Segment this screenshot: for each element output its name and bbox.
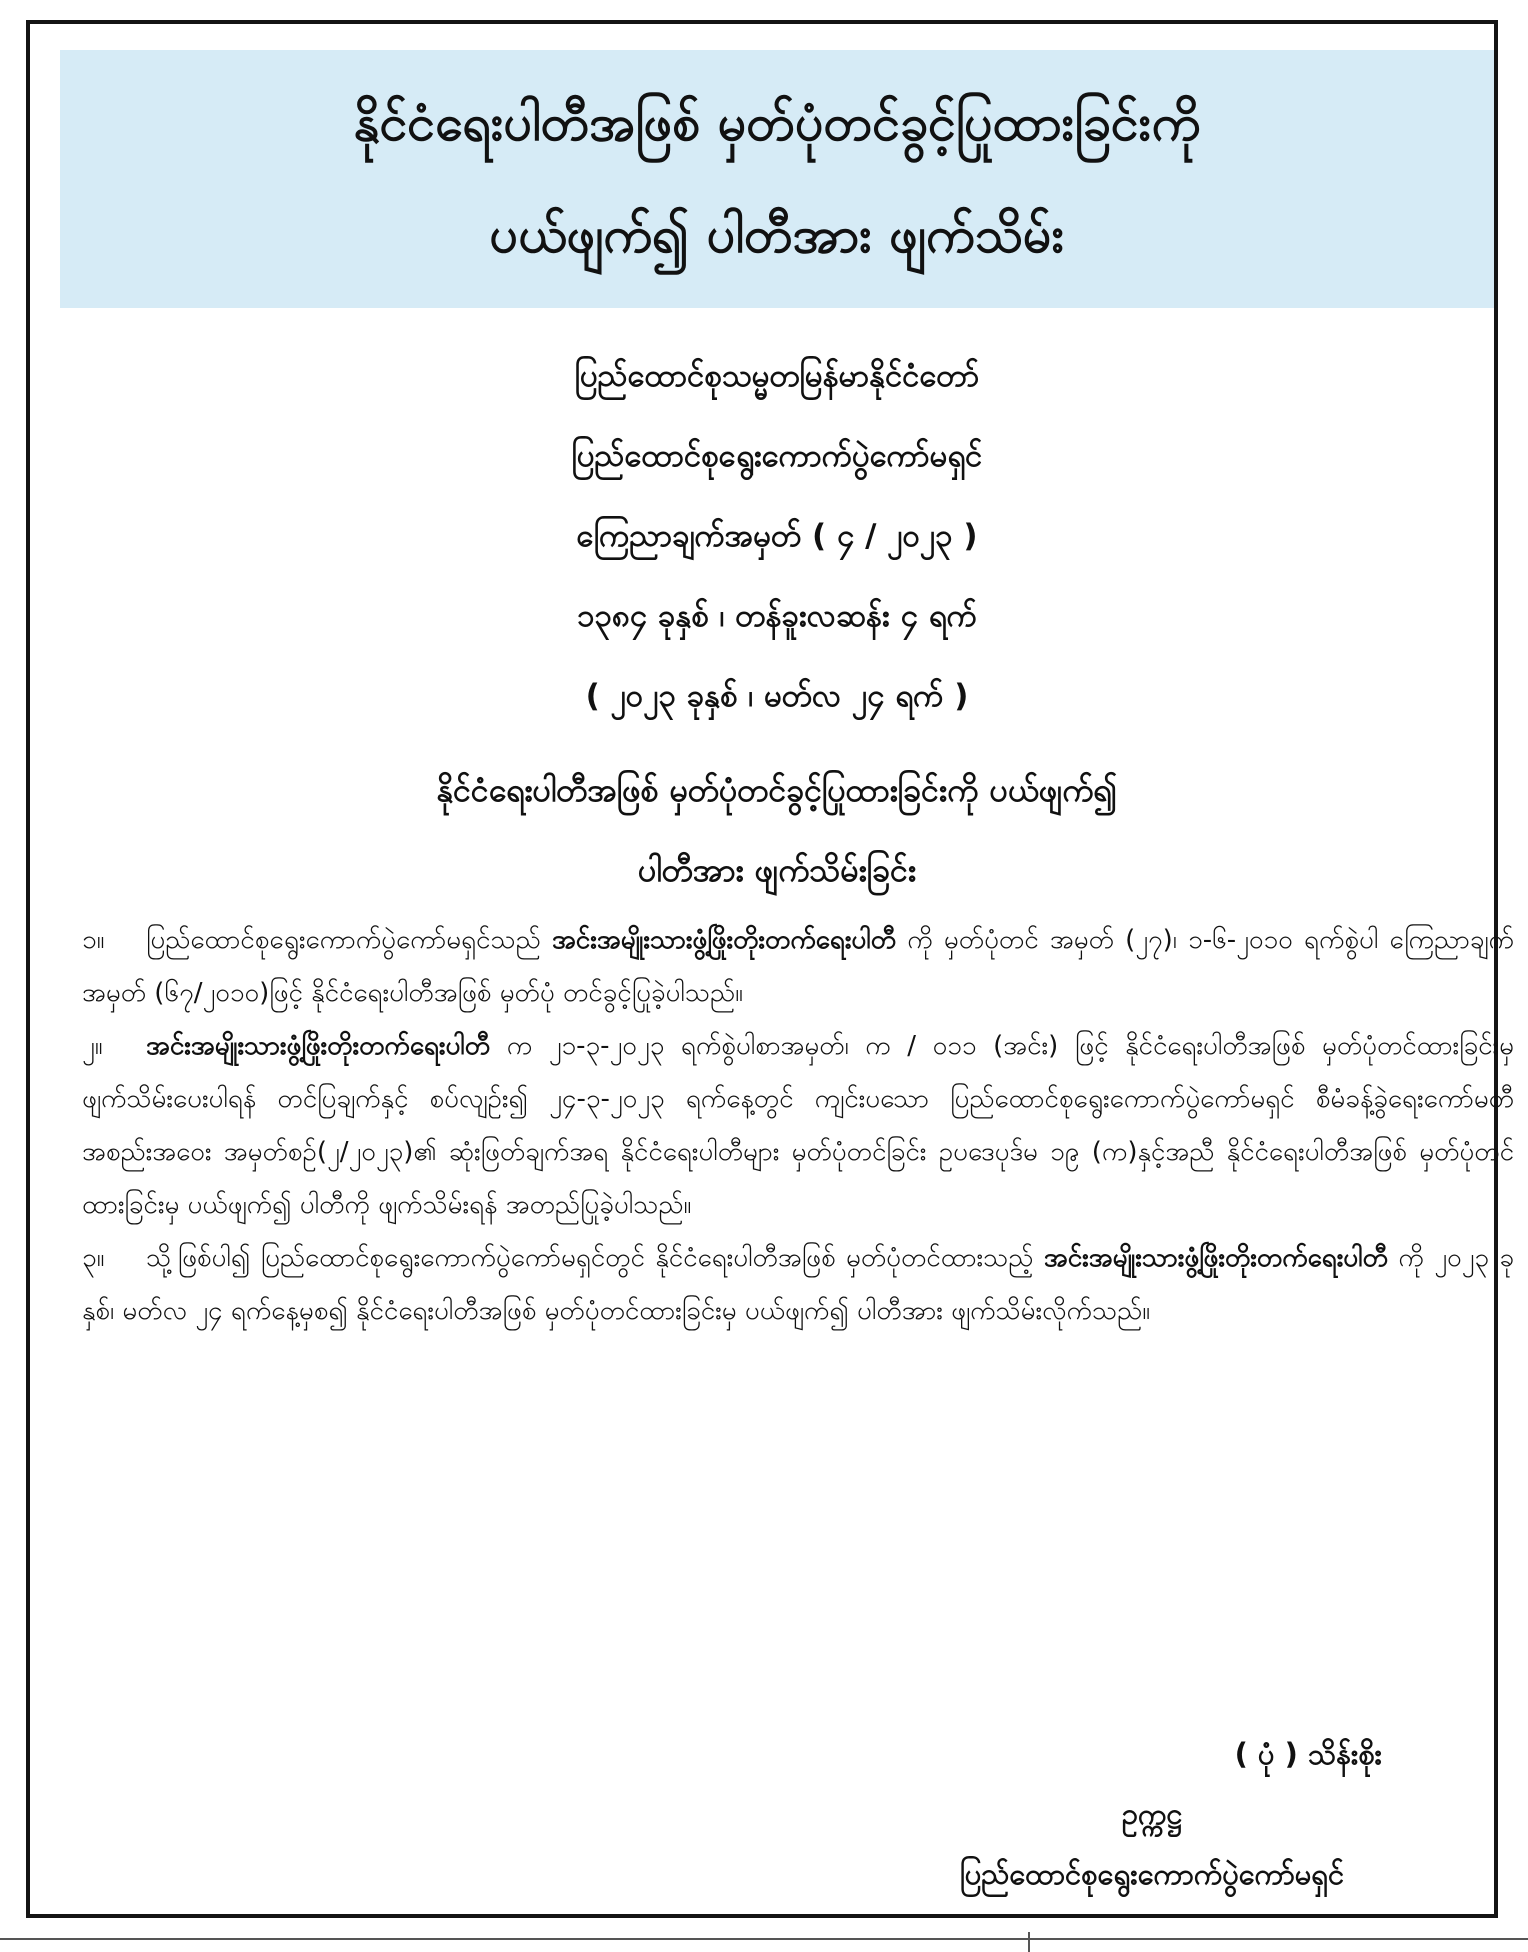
notice-body — [82, 914, 1514, 1338]
paragraph-text: ကို မှတ်ပုံတင် အမှတ် (၂၇)၊ ၁-၆-၂၀၁၀ ရက်စွဲပါ ကြေညာချက်အမှတ် (၆၇/၂၀၁၀)ဖြင့် နိုင်ငံရေးပါတီအဖြစ် မှတ်ပုံ တင်ခွင့်ပြုခဲ့ပါသည်။ — [82, 925, 1514, 1008]
paragraph-1 — [82, 914, 1514, 1020]
notice-header — [60, 336, 1494, 910]
paragraph-text: ပြည်ထောင်စုရွေးကောက်ပွဲကော်မရှင်သည် — [146, 925, 552, 955]
bottom-divider-tick — [1028, 1932, 1030, 1952]
paragraph-text: ကို ၂၀၂၃ ခုနှစ်၊ မတ်လ ၂၄ ရက်နေ့မှစ၍ နိုင်ငံရေးပါတီအဖြစ် မှတ်ပုံတင်ထားခြင်းမှ ပယ်ဖျက်၍ ပါတီအား ဖျက်သိမ်းလိုက်သည်။ — [82, 1243, 1515, 1326]
party-name: အင်းအမျိုးသားဖွံ့ဖြိုးတိုးတက်ရေးပါတီ — [146, 1031, 491, 1061]
country-name: ပြည်ထောင်စုသမ္မတမြန်မာနိုင်ငံတော် — [574, 358, 980, 394]
bottom-divider — [0, 1938, 1528, 1940]
notice-frame — [26, 20, 1515, 1918]
paragraph-text: သို့ဖြစ်ပါ၍ ပြည်ထောင်စုရွေးကောက်ပွဲကော်မရှင်တွင် နိုင်ငံရေးပါတီအဖြစ် မှတ်ပုံတင်ထားသည့် — [146, 1243, 1044, 1273]
date-myanmar: ၁၃၈၄ ခုနှစ် ၊ တန်ခူးလဆန်း ၄ ရက် — [577, 598, 977, 634]
signatory-name: ( ပုံ ) သိန်းစိုး — [1234, 1737, 1382, 1771]
paragraph-number: ၁။ — [82, 925, 105, 955]
date-gregorian: ( ၂၀၂၃ ခုနှစ် ၊ မတ်လ ၂၄ ရက် ) — [585, 678, 969, 714]
commission-name: ပြည်ထောင်စုရွေးကောက်ပွဲကော်မရှင် — [571, 438, 983, 474]
signatory-organization: ပြည်ထောင်စုရွေးကောက်ပွဲကော်မရှင် — [959, 1857, 1345, 1891]
party-name: အင်းအမျိုးသားဖွံ့ဖြိုးတိုးတက်ရေးပါတီ — [551, 925, 897, 955]
title-banner — [60, 50, 1494, 308]
party-name: အင်းအမျိုးသားဖွံ့ဖြိုးတိုးတက်ရေးပါတီ — [1043, 1243, 1388, 1273]
paragraph-3 — [82, 1232, 1514, 1338]
paragraph-number: ၃။ — [82, 1243, 105, 1273]
subject-line-2: ပါတီအား ဖျက်သိမ်းခြင်း — [638, 851, 916, 889]
banner-title-line-1: နိုင်ငံရေးပါတီအဖြစ် မှတ်ပုံတင်ခွင့်ပြုထားခြင်းကို — [353, 94, 1201, 152]
signature-block — [852, 1724, 1452, 1904]
paragraph-number: ၂။ — [82, 1031, 103, 1061]
banner-title-line-2: ပယ်ဖျက်၍ ပါတီအား ဖျက်သိမ်း — [489, 206, 1065, 264]
paragraph-2 — [82, 1020, 1514, 1232]
signatory-title: ဥက္ကဋ္ဌ — [1121, 1797, 1183, 1831]
notice-number: ကြေညာချက်အမှတ် ( ၄ / ၂၀၂၃ ) — [576, 518, 978, 554]
subject-line-1: နိုင်ငံရေးပါတီအဖြစ် မှတ်ပုံတင်ခွင့်ပြုထားခြင်းကို ပယ်ဖျက်၍ — [436, 771, 1118, 809]
paragraph-text: က ၂၁-၃-၂၀၂၃ ရက်စွဲပါစာအမှတ်၊ က / ၀၁၁ (အင်း) ဖြင့် နိုင်ငံရေးပါတီအဖြစ် မှတ်ပုံတင်ထားခြင်းမှ ဖျက်သိမ်းပေးပါရန် တင်ပြချက်နှင့် စပ်လျဉ်း၍ ၂၄-၃-၂၀၂၃ ရက်နေ့တွင် ကျင်းပသော ပြည်ထောင်စုရွေးကောက်ပွဲကော်မရှင် စီမံခန့်ခွဲရေးကော်မတီ အစည်းအဝေး အမှတ်စဉ်(၂/၂၀၂၃)၏ ဆုံးဖြတ်ချက်အရ နိုင်ငံရေးပါတီများ မှတ်ပုံတင်ခြင်း ဥပဒေပုဒ်မ ၁၉ (က)နှင့်အညီ နိုင်ငံရေးပါတီအဖြစ် မှတ်ပုံတင်ထားခြင်းမှ ပယ်ဖျက်၍ ပါတီကို ဖျက်သိမ်းရန် အတည်ပြုခဲ့ပါသည်။ — [82, 1031, 1514, 1220]
